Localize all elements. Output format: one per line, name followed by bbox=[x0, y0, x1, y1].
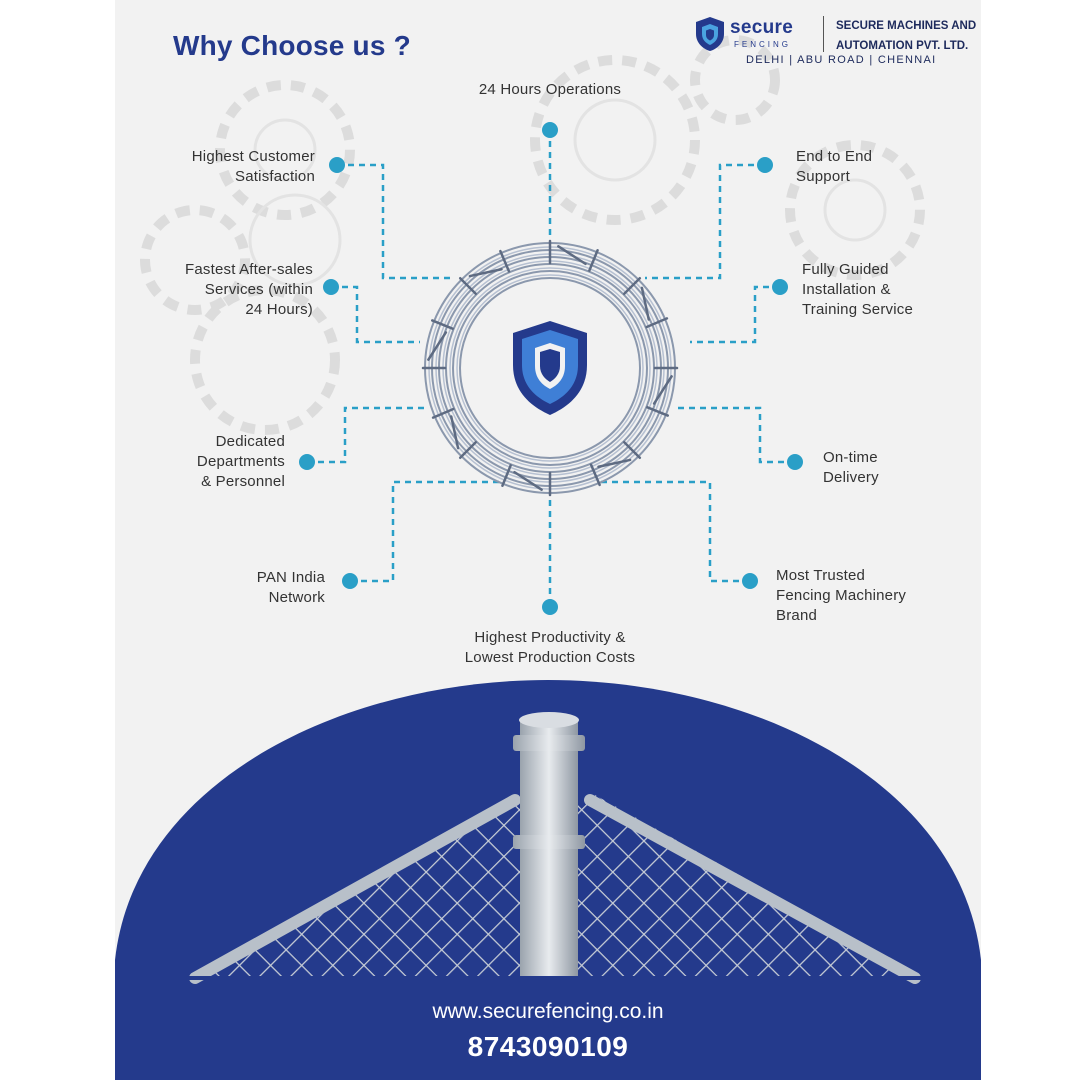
feature-on-time-delivery: On-time Delivery bbox=[823, 449, 879, 486]
website-link[interactable]: www.securefencing.co.in bbox=[432, 1000, 664, 1023]
feature-highest-customer-satisfaction: Highest Customer Satisfaction bbox=[191, 148, 315, 185]
feature-fastest-after-sales: Fastest After-sales Services (within 24 Hours) bbox=[184, 261, 313, 318]
brand-subtitle: FENCING bbox=[734, 40, 791, 49]
brand-name: secure bbox=[730, 17, 794, 38]
feature-productivity-costs: Highest Productivity & Lowest Production Costs bbox=[464, 629, 636, 666]
feature-dedicated-departments: Dedicated Departments & Personnel bbox=[196, 433, 285, 490]
feature-most-trusted-brand: Most Trusted Fencing Machinery Brand bbox=[776, 567, 907, 624]
page-title: Why Choose us ? bbox=[173, 30, 411, 61]
company-name: SECURE MACHINES AND AUTOMATION PVT. LTD. bbox=[836, 20, 977, 52]
company-locations: DELHI | ABU ROAD | CHENNAI bbox=[746, 54, 937, 66]
feature-24-hours: 24 Hours Operations bbox=[478, 81, 622, 98]
poster bbox=[115, 0, 981, 1080]
feature-fully-guided-installation: Fully Guided Installation & Training Service bbox=[802, 261, 914, 318]
feature-pan-india-network: PAN India Network bbox=[256, 569, 325, 606]
feature-end-to-end-support: End to End Support bbox=[796, 148, 873, 185]
phone-number[interactable]: 8743090109 bbox=[467, 1031, 629, 1062]
fence-post-icon bbox=[115, 0, 981, 1080]
